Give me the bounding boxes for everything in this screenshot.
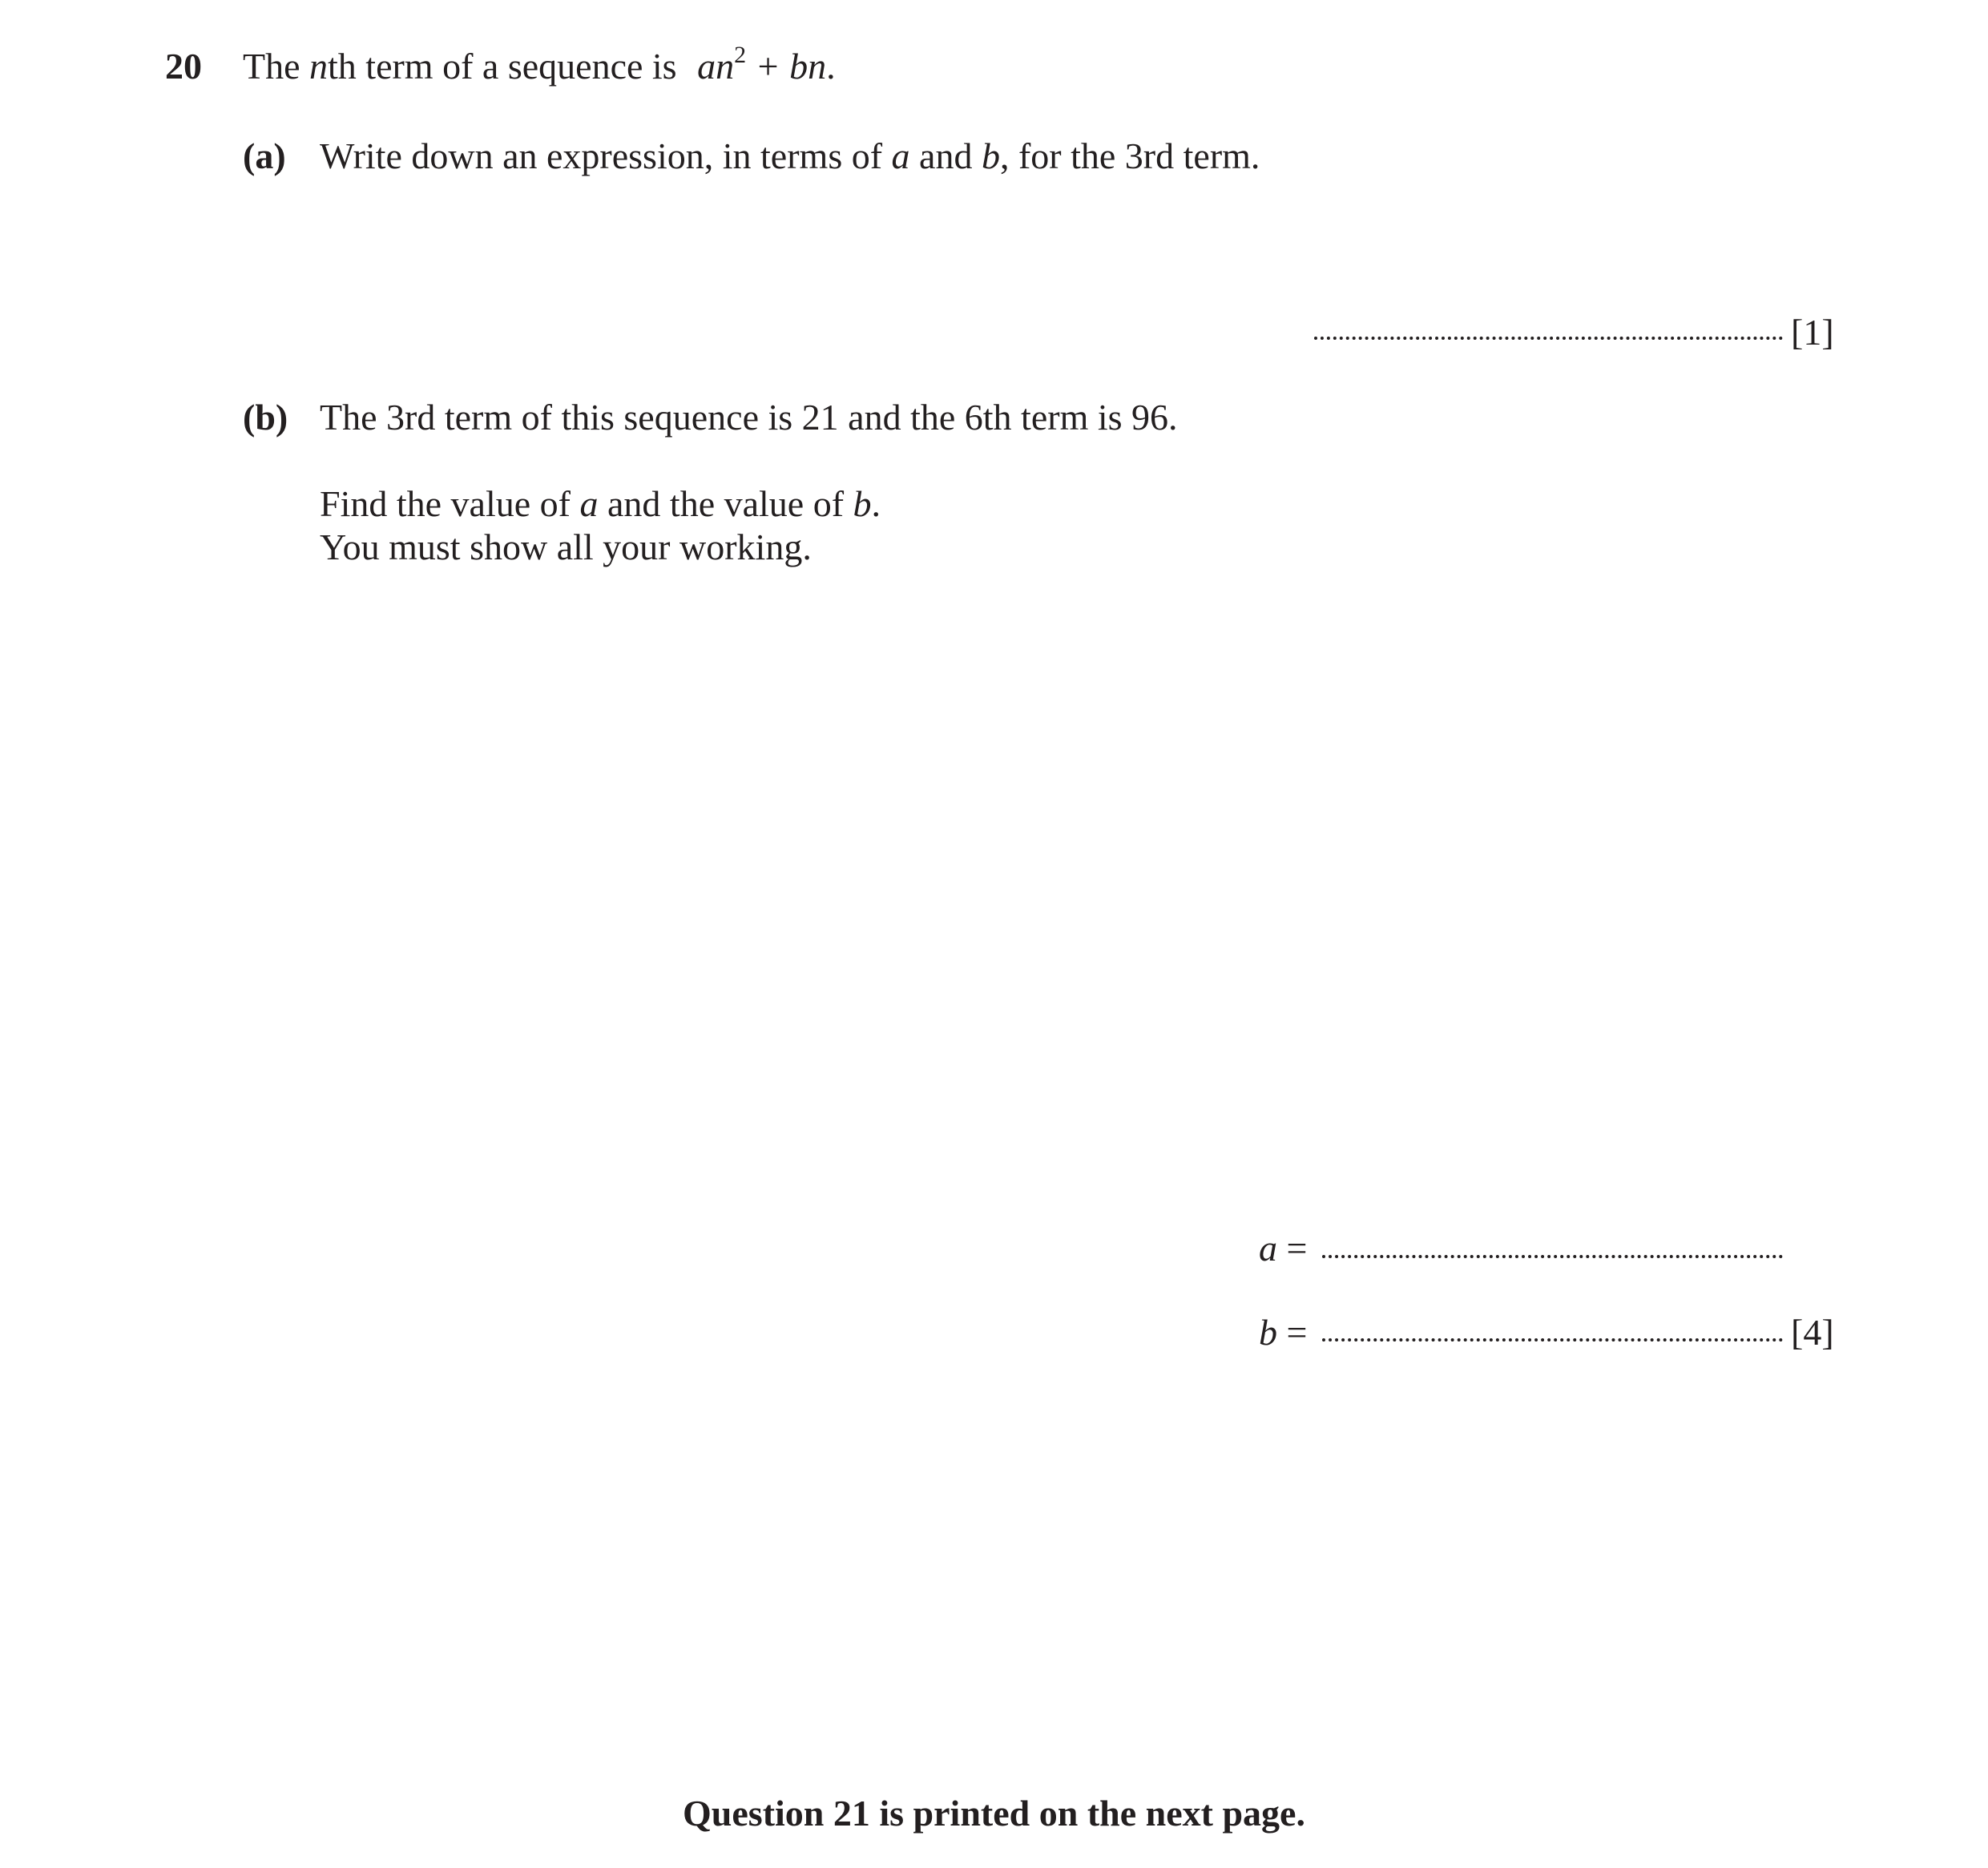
answer-a-row [1259, 1230, 1307, 1267]
expression-power: 2 [734, 41, 747, 68]
question-number: 20 [165, 46, 202, 87]
question-stem [243, 41, 836, 87]
stem-prefix: The [243, 46, 310, 87]
answer-a-equals: = [1286, 1228, 1308, 1269]
stem-end: . [826, 46, 836, 87]
part-b-marks: [4] [1791, 1312, 1834, 1353]
stem-middle: th term of a sequence is [328, 46, 687, 87]
stem-variable-n: n [309, 46, 329, 87]
answer-b-equals: = [1286, 1312, 1308, 1353]
part-a-marks: [1] [1791, 312, 1834, 353]
part-b-line-1: The 3rd term of this sequence is 21 and the 6th term is 96. [320, 397, 1178, 438]
part-b-label: (b) [243, 397, 288, 438]
answer-b-row [1259, 1314, 1307, 1351]
part-a-text [320, 135, 1260, 176]
part-b-line-2-pre: Find the value of [320, 483, 580, 524]
expression-an: an [697, 46, 735, 87]
expression-rest: + bn [746, 46, 827, 87]
part-b-var-b: b [853, 483, 872, 524]
answer-b-line[interactable] [1322, 1338, 1783, 1341]
part-a-text-2: and [909, 135, 982, 176]
part-b-line-2-mid: and the value of [598, 483, 853, 524]
part-a-var-b: b [981, 135, 1000, 176]
part-b-line-2 [320, 483, 881, 524]
part-b-var-a: a [579, 483, 599, 524]
answer-a-line[interactable] [1322, 1255, 1783, 1258]
part-b-line-3: You must show all your working. [320, 527, 812, 567]
part-a-label: (a) [243, 135, 286, 176]
part-b-line-2-end: . [871, 483, 881, 524]
footer-next-page-note: Question 21 is printed on the next page. [683, 1793, 1305, 1834]
part-a-text-1: Write down an expression, in terms of [320, 135, 892, 176]
answer-a-label: a [1259, 1228, 1277, 1269]
part-a-text-3: , for the 3rd term. [999, 135, 1260, 176]
part-a-var-a: a [891, 135, 910, 176]
part-a-answer-line[interactable] [1314, 337, 1783, 340]
answer-b-label: b [1259, 1312, 1277, 1353]
